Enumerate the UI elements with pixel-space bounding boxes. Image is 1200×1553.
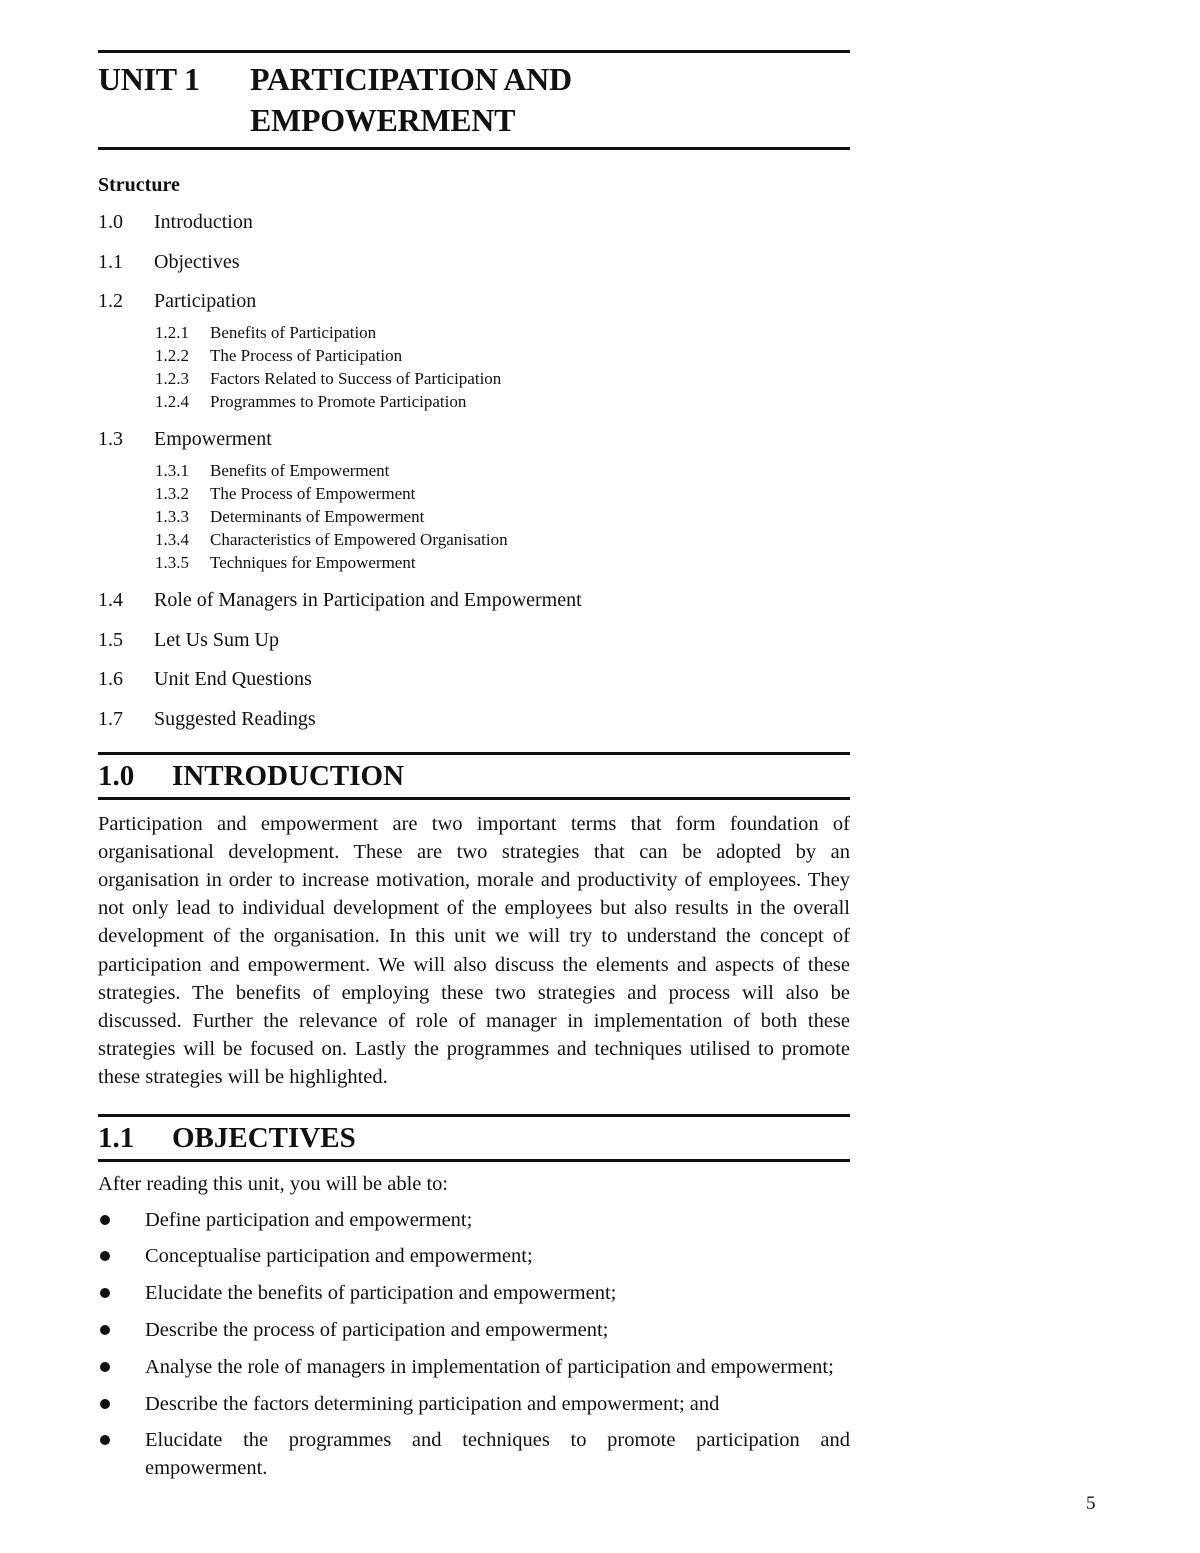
- toc-subitem: [155, 530, 850, 550]
- toc-subnumber: 1.2.1: [155, 323, 189, 342]
- objective-text: Describe the process of participation and empowerment;: [145, 1318, 609, 1341]
- toc-sublabel: The Process of Participation: [210, 346, 403, 365]
- toc-sublabel: Benefits of Empowerment: [210, 461, 390, 480]
- toc-subnumber: 1.2.3: [155, 369, 189, 388]
- toc-subnumber: 1.2.2: [155, 346, 189, 365]
- objective-text: Elucidate the programmes and techniques to promote participation and empowerment.: [145, 1429, 850, 1480]
- toc-item: [98, 428, 850, 451]
- toc-item: [98, 708, 850, 731]
- bullet-icon: [100, 1325, 110, 1335]
- toc-number: 1.4: [98, 589, 123, 611]
- toc-item: [98, 290, 850, 313]
- toc-subnumber: 1.3.2: [155, 484, 189, 503]
- objective-text: Describe the factors determining participation and empowerment; and: [145, 1392, 720, 1415]
- introduction-heading: [98, 755, 850, 797]
- toc-subitem: [155, 392, 850, 412]
- objectives-heading: [98, 1117, 850, 1159]
- toc-subnumber: 1.3.5: [155, 553, 189, 572]
- toc-subnumber: 1.3.4: [155, 530, 189, 549]
- unit-name: PARTICIPATION AND EMPOWERMENT: [250, 61, 572, 138]
- toc-sublabel: Factors Related to Success of Participation: [210, 369, 502, 388]
- toc-number: 1.1: [98, 250, 123, 273]
- unit-title: [98, 53, 850, 147]
- toc-number: 1.0: [98, 211, 123, 233]
- objective-text: Analyse the role of managers in implementation of participation and empowerment;: [145, 1355, 834, 1378]
- toc-number: 1.5: [98, 628, 123, 651]
- bullet-icon: [100, 1435, 110, 1445]
- objectives-list: [98, 1206, 850, 1483]
- toc-sublabel: The Process of Empowerment: [210, 484, 416, 503]
- toc-number: 1.3: [98, 428, 123, 450]
- toc-item: [98, 589, 850, 612]
- toc-sublabel: Determinants of Empowerment: [210, 507, 425, 526]
- objective-text: Define participation and empowerment;: [145, 1208, 473, 1231]
- objective-item: [98, 1353, 850, 1381]
- structure-heading: Structure: [98, 174, 180, 196]
- toc-item: [98, 668, 850, 691]
- toc-label: Role of Managers in Participation and Empowerment: [154, 589, 582, 611]
- toc-subitem: [155, 323, 850, 343]
- section-title: INTRODUCTION: [172, 759, 405, 792]
- toc-label: Let Us Sum Up: [154, 628, 279, 651]
- title-bottom-rule: [98, 147, 850, 150]
- toc-subitem: [155, 369, 850, 389]
- objectives-bottom-rule: [98, 1159, 850, 1162]
- toc-subitem: [155, 484, 850, 504]
- section-title: OBJECTIVES: [172, 1121, 356, 1154]
- document-page: [98, 50, 850, 1491]
- objective-text: Conceptualise participation and empowerment;: [145, 1245, 533, 1268]
- bullet-icon: [100, 1399, 110, 1409]
- toc-subitem: [155, 553, 850, 573]
- objective-item: [98, 1242, 850, 1270]
- table-of-contents: [98, 211, 850, 731]
- toc-subnumber: 1.3.1: [155, 461, 189, 480]
- objective-item: [98, 1206, 850, 1234]
- bullet-icon: [100, 1288, 110, 1298]
- toc-number: 1.7: [98, 707, 123, 730]
- intro-bottom-rule: [98, 797, 850, 800]
- toc-subitem: [155, 461, 850, 481]
- toc-label: Empowerment: [154, 428, 272, 450]
- toc-number: 1.6: [98, 668, 123, 690]
- toc-subnumber: 1.2.4: [155, 392, 189, 411]
- toc-label: Unit End Questions: [154, 668, 312, 690]
- objective-item: [98, 1426, 850, 1482]
- toc-item: [98, 211, 850, 234]
- toc-sublabel: Techniques for Empowerment: [210, 553, 416, 572]
- introduction-paragraph: Participation and empowerment are two important terms that form foundation of organisational development. These are two strategies that can be adopted by an organisation in order to increase motivation, morale and productivity of employees. They not only lead to individual development of the employees but also results in the overall development of the organisation. In this unit we will try to understand the concept of participation and empowerment. We will also discuss the elements and aspects of these strategies. The benefits of employing these two strategies and process will also be discussed. Further the relevance of role of manager in implementation of both these strategies will be focused on. Lastly the programmes and techniques utilised to promote these strategies will be highlighted.: [98, 812, 850, 1089]
- toc-sublabel: Benefits of Participation: [210, 323, 377, 342]
- toc-label: Introduction: [154, 211, 253, 233]
- bullet-icon: [100, 1251, 110, 1261]
- objective-item: [98, 1316, 850, 1344]
- bullet-icon: [100, 1362, 110, 1372]
- toc-item: [98, 629, 850, 652]
- objectives-intro: After reading this unit, you will be able to:: [98, 1172, 449, 1195]
- toc-number: 1.2: [98, 290, 123, 312]
- unit-number: UNIT 1: [98, 61, 200, 97]
- objective-item: [98, 1279, 850, 1307]
- toc-subitem: [155, 507, 850, 527]
- toc-label: Objectives: [154, 250, 240, 273]
- toc-sublabel: Characteristics of Empowered Organisation: [210, 530, 508, 549]
- toc-label: Participation: [154, 290, 257, 312]
- page-number: 5: [1086, 1493, 1096, 1514]
- objective-item: [98, 1390, 850, 1418]
- section-number: 1.1: [98, 1121, 135, 1154]
- toc-subnumber: 1.3.3: [155, 507, 189, 526]
- bullet-icon: [100, 1215, 110, 1225]
- objective-text: Elucidate the benefits of participation and empowerment;: [145, 1282, 617, 1305]
- toc-subitem: [155, 346, 850, 366]
- toc-label: Suggested Readings: [154, 707, 316, 730]
- toc-item: [98, 251, 850, 274]
- section-number: 1.0: [98, 759, 135, 792]
- toc-sublabel: Programmes to Promote Participation: [210, 392, 467, 411]
